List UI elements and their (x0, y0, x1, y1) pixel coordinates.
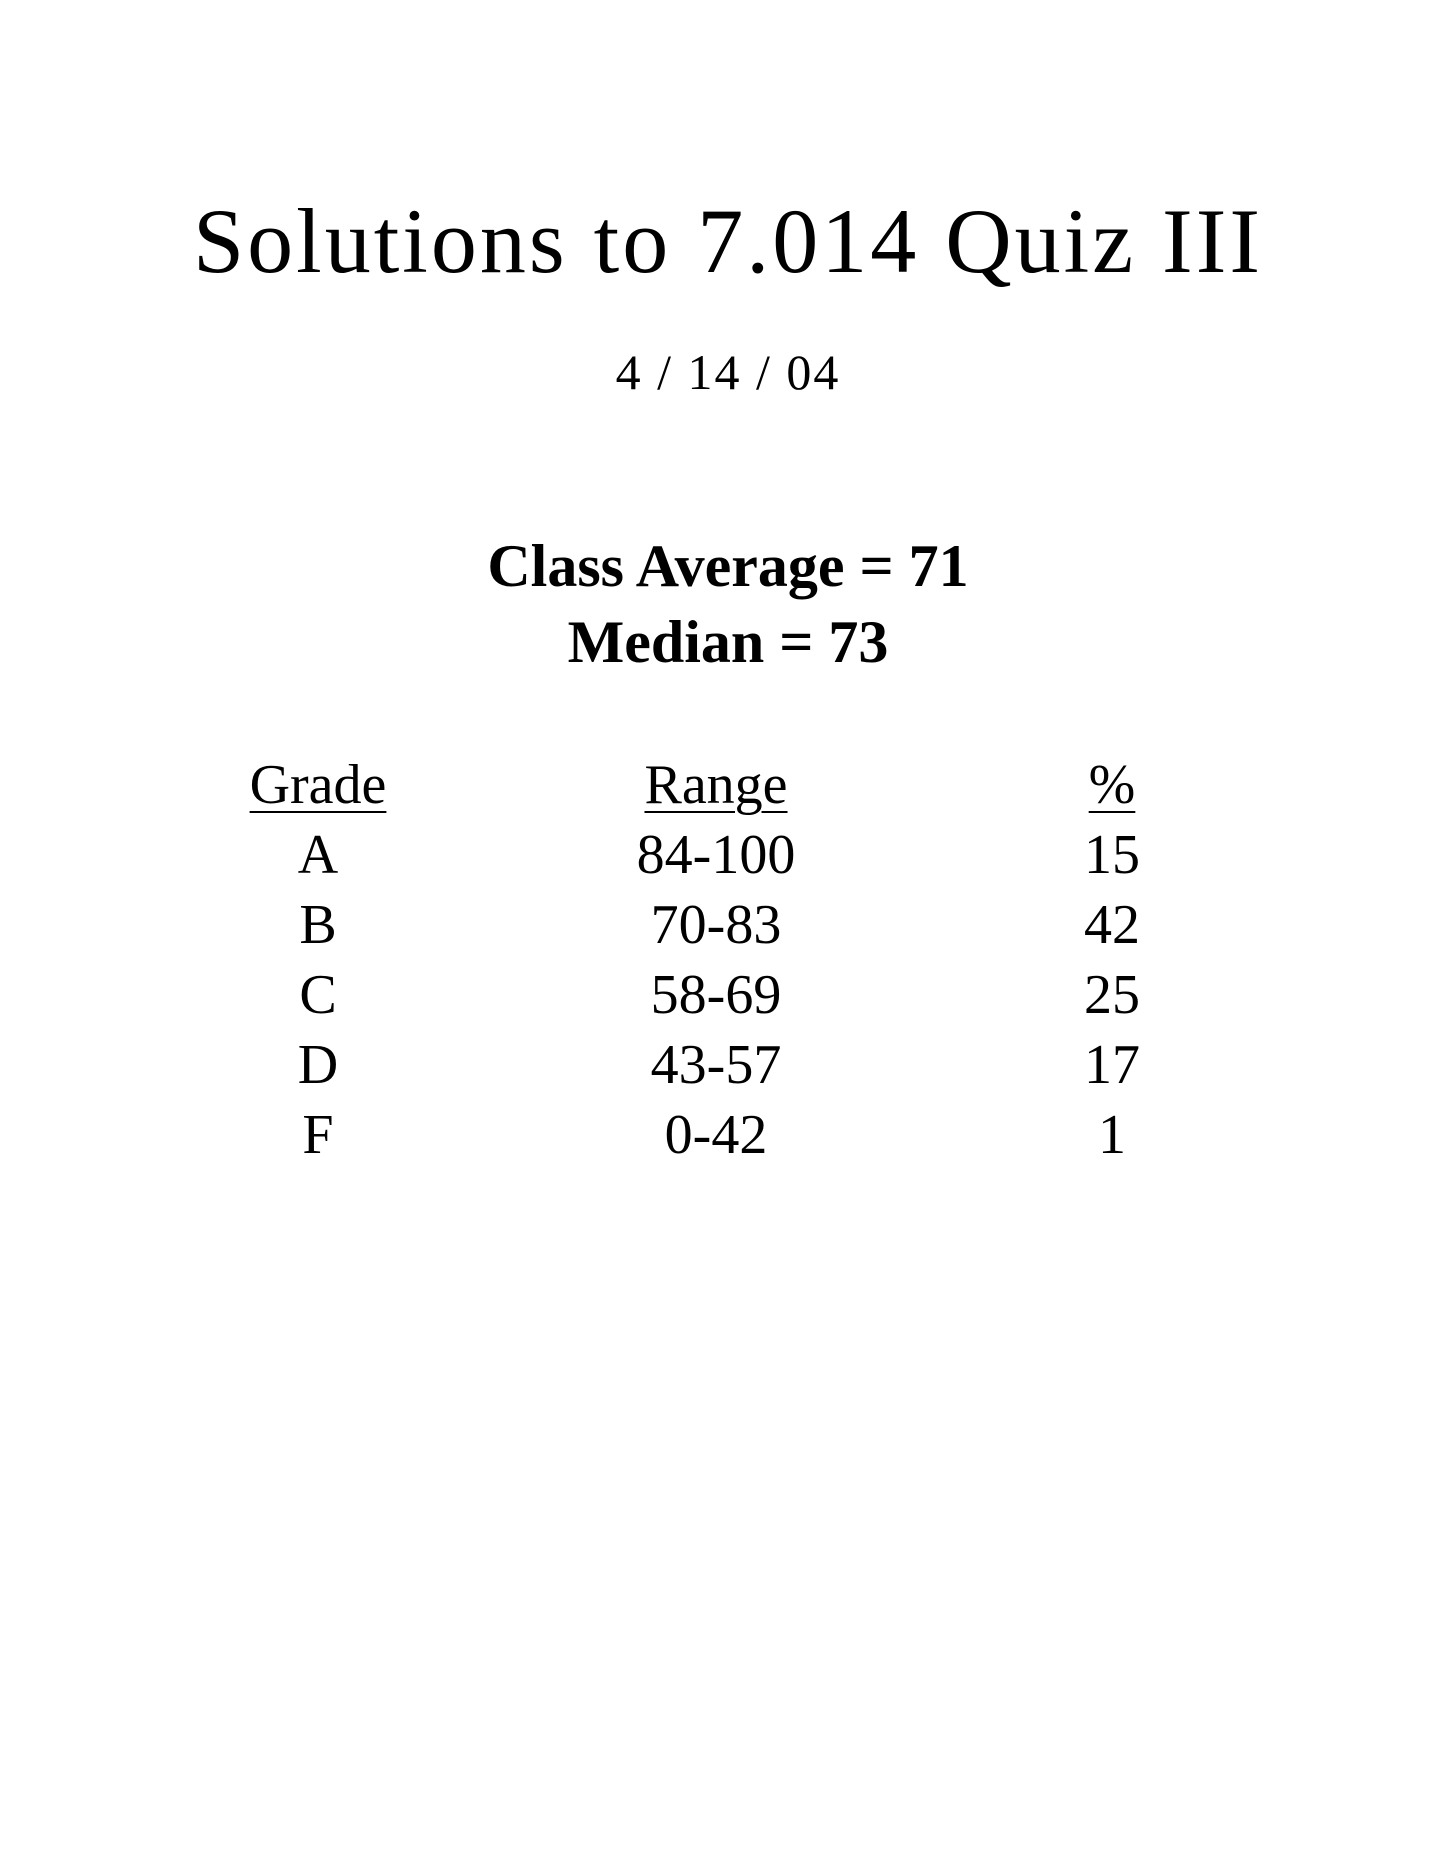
range-cell: 58-69 (650, 964, 782, 1026)
grade-cell: F (302, 1104, 334, 1166)
percent-cell: 1 (1098, 1104, 1126, 1166)
class-statistics (0, 528, 1456, 680)
document-date: 4 / 14 / 04 (615, 344, 841, 400)
table-row (0, 1100, 1456, 1170)
range-cell: 84-100 (636, 824, 796, 886)
grade-cell: C (299, 964, 337, 1026)
grade-cell: D (297, 1034, 339, 1096)
percent-cell: 17 (1084, 1034, 1140, 1096)
table-row (0, 890, 1456, 960)
grade-cell: A (297, 824, 339, 886)
table-row (0, 820, 1456, 890)
range-cell: 70-83 (650, 894, 782, 956)
percent-cell: 15 (1084, 824, 1140, 886)
header-percent: % (1088, 754, 1136, 816)
percent-cell: 42 (1084, 894, 1140, 956)
document-title: Solutions to 7.014 Quiz III (193, 190, 1263, 292)
percent-cell: 25 (1084, 964, 1140, 1026)
table-row (0, 960, 1456, 1030)
header-grade: Grade (249, 754, 387, 816)
header-range: Range (644, 754, 788, 816)
grade-cell: B (299, 894, 337, 956)
grade-distribution-table (0, 750, 1456, 1170)
table-header-row (0, 750, 1456, 820)
range-cell: 43-57 (650, 1034, 782, 1096)
class-average: Class Average = 71 (487, 533, 969, 599)
median: Median = 73 (567, 609, 889, 675)
range-cell: 0-42 (664, 1104, 768, 1166)
table-row (0, 1030, 1456, 1100)
